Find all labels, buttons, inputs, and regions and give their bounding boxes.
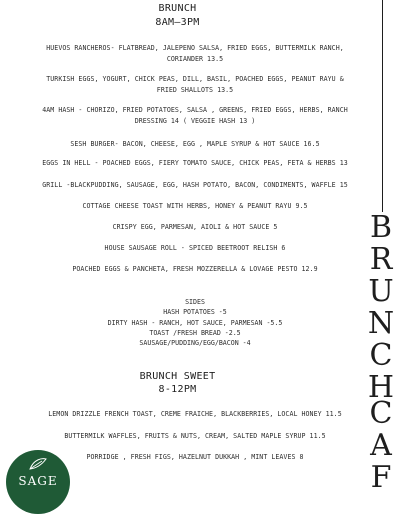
banner-letter: A xyxy=(370,428,392,463)
logo-text: SAGE xyxy=(18,474,58,488)
menu-item-4am-hash: 4AM HASH - CHORIZO, FRIED POTATOES, SALSA , GREENS, FRIED EGGS, HERBS, RANCH DRESSING 14 ( VEGGIE HASH 13 ) xyxy=(42,106,348,125)
side-item: HASH POTATOES -5 xyxy=(163,308,227,316)
banner-letter: C xyxy=(369,396,393,431)
side-item: SAUSAGE/PUDDING/EGG/BACON -4 xyxy=(139,339,251,347)
leaf-icon xyxy=(28,457,48,471)
brunch-title: BRUNCH xyxy=(158,3,197,14)
menu-item-buttermilk-waffles: BUTTERMILK WAFFLES, FRUITS & NUTS, CREAM, SALTED MAPLE SYRUP 11.5 xyxy=(64,432,326,440)
brunch-sweet-hours: 8-12PM xyxy=(158,384,197,395)
side-item: TOAST /FRESH BREAD -2.5 xyxy=(149,329,241,337)
menu-item-turkish-eggs: TURKISH EGGS, YOGURT, CHICK PEAS, DILL, BASIL, POACHED EGGS, PEANUT RAYU & FRIED SHALLOTS 13.5 xyxy=(46,75,344,94)
sage-logo xyxy=(6,450,70,514)
banner-letter: B xyxy=(369,210,393,245)
banner-letter: F xyxy=(370,460,392,495)
menu-item-sesh-burger: SESH BURGER- BACON, CHEESE, EGG , MAPLE SYRUP & HOT SAUCE 16.5 xyxy=(70,140,320,148)
menu-item-poached-eggs: POACHED EGGS & PANCHETA, FRESH MOZZERELLA & LOVAGE PESTO 12.9 xyxy=(72,265,318,273)
banner-letter: N xyxy=(367,306,395,341)
banner-letter: R xyxy=(369,242,393,277)
sides-title: SIDES xyxy=(185,298,205,306)
brunch-sweet-title: BRUNCH SWEET xyxy=(139,371,216,382)
banner-letter: H xyxy=(367,370,395,405)
side-item: DIRTY HASH - RANCH, HOT SAUCE, PARMESAN -5.5 xyxy=(107,319,283,327)
menu-item-grill: GRILL -BLACKPUDDING, SAUSAGE, EGG, HASH POTATO, BACON, CONDIMENTS, WAFFLE 15 xyxy=(42,181,348,189)
banner-letter: C xyxy=(369,338,393,373)
menu-item-huevos-rancheros: HUEVOS RANCHEROS- FLATBREAD, JALEPENO SALSA, FRIED EGGS, BUTTERMILK RANCH, CORIANDER 13.5 xyxy=(46,44,344,63)
menu-item-porridge: PORRIDGE , FRESH FIGS, HAZELNUT DUKKAH , MINT LEAVES 8 xyxy=(86,453,304,461)
brunch-hours: 8AM–3PM xyxy=(155,17,200,28)
menu-item-crispy-egg: CRISPY EGG, PARMESAN, AIOLI & HOT SAUCE 5 xyxy=(112,223,278,231)
vertical-divider xyxy=(382,0,383,212)
menu-item-eggs-in-hell: EGGS IN HELL - POACHED EGGS, FIERY TOMATO SAUCE, CHICK PEAS, FETA & HERBS 13 xyxy=(42,159,348,167)
banner-letter: U xyxy=(368,274,394,309)
menu-item-french-toast: LEMON DRIZZLE FRENCH TOAST, CREME FRAICHE, BLACKBERRIES, LOCAL HONEY 11.5 xyxy=(48,410,342,418)
menu-item-house-sausage-roll: HOUSE SAUSAGE ROLL - SPICED BEETROOT RELISH 6 xyxy=(104,244,286,252)
menu-item-cottage-cheese-toast: COTTAGE CHEESE TOAST WITH HERBS, HONEY & PEANUT RAYU 9.5 xyxy=(82,202,308,210)
